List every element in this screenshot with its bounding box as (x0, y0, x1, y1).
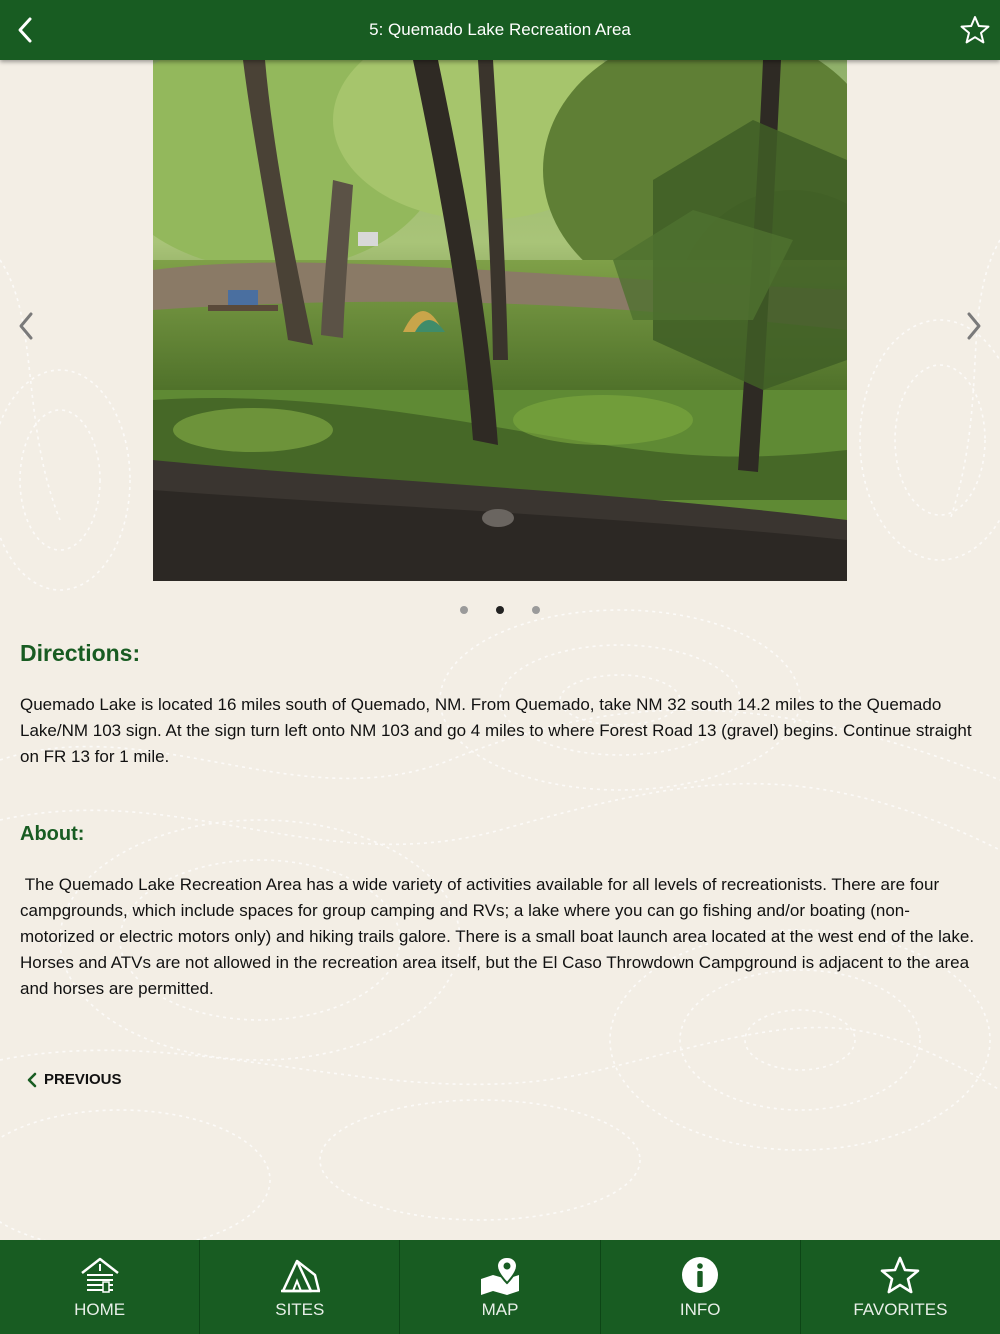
tab-home[interactable] (0, 1240, 200, 1334)
carousel-previous-button[interactable] (6, 305, 46, 347)
cabin-icon (79, 1255, 121, 1295)
chevron-left-icon (26, 1072, 38, 1088)
carousel-dot[interactable] (532, 606, 540, 614)
carousel-next-button[interactable] (954, 305, 994, 347)
carousel-dot-active[interactable] (496, 606, 504, 614)
info-icon (680, 1255, 720, 1295)
carousel-page-indicator (0, 606, 1000, 614)
tab-info[interactable] (601, 1240, 801, 1334)
tab-label: MAP (481, 1300, 519, 1319)
star-icon (880, 1255, 920, 1295)
tab-label: INFO (679, 1300, 721, 1319)
tent-icon (279, 1255, 321, 1295)
chevron-right-icon (964, 311, 984, 341)
chevron-left-icon (15, 16, 35, 44)
map-pin-icon (479, 1255, 521, 1295)
tab-label: SITES (275, 1300, 325, 1319)
about-text: The Quemado Lake Recreation Area has a wide variety of activities available for all levels of recreationists. There are four campgrounds, which include spaces for group camping and RVs; a lake where you can go fishing and/or boating (non-motorized or electric motors only) and hiking trails galore. There is a small boat launch area located at the west end of the lake. Horses and ATVs are not allowed in the recreation area itself, but the El Caso Throwdown Campground is adjacent to the area and horses are permitted. (20, 875, 979, 998)
tab-map[interactable] (400, 1240, 600, 1334)
favorite-button[interactable] (950, 0, 1000, 60)
tab-sites[interactable] (200, 1240, 400, 1334)
star-outline-icon (960, 15, 990, 45)
campsite-photo-image (153, 60, 847, 581)
about-heading: About: (20, 823, 85, 845)
tab-favorites[interactable] (801, 1240, 1000, 1334)
previous-site-link[interactable] (26, 1071, 122, 1088)
previous-label: PREVIOUS (44, 1071, 122, 1088)
bottom-tab-bar (0, 1240, 1000, 1334)
directions-text: Quemado Lake is located 16 miles south of Quemado, NM. From Quemado, take NM 32 south 14.2 miles to the Quemado Lake/NM 103 sign. At the sign turn left onto NM 103 and go 4 miles to where Forest Road 13 (gravel) begins. Continue straight on FR 13 for 1 mile. (20, 695, 972, 766)
page-title: 5: Quemado Lake Recreation Area (369, 20, 631, 39)
tab-label: FAVORITES (853, 1300, 948, 1319)
back-button[interactable] (0, 0, 50, 60)
top-navigation-bar (0, 0, 1000, 60)
tab-label: HOME (74, 1300, 126, 1319)
carousel-dot[interactable] (460, 606, 468, 614)
site-photo[interactable] (153, 60, 847, 581)
directions-heading: Directions: (20, 640, 141, 666)
chevron-left-icon (16, 311, 36, 341)
